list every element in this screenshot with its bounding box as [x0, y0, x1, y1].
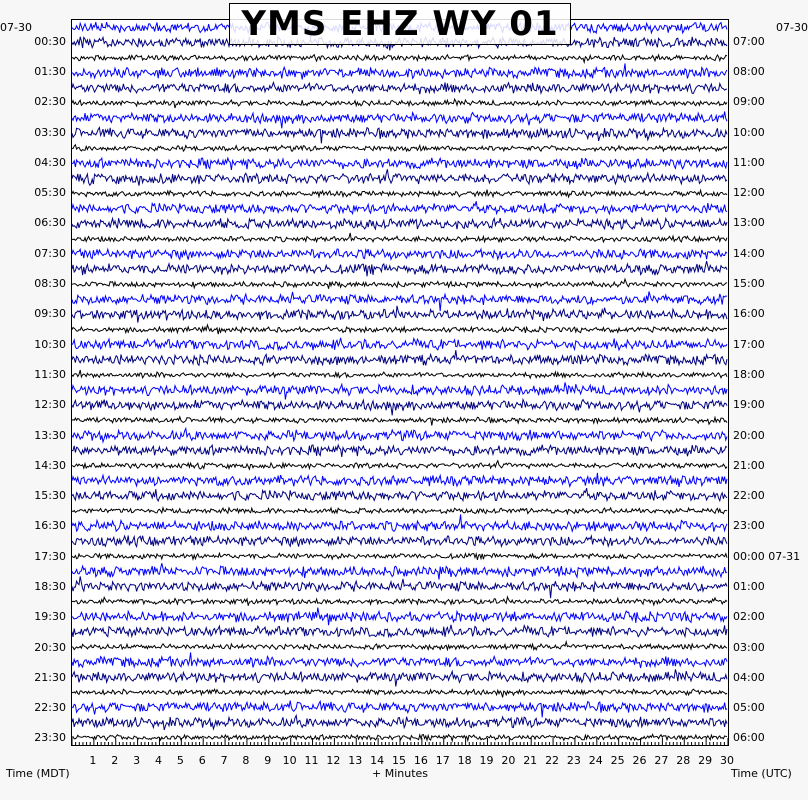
- left-date-label: 07-30: [0, 21, 32, 34]
- trace-line: [72, 642, 727, 650]
- right-hour-label: 09:00: [733, 95, 765, 109]
- right-hour-label: 21:00: [733, 458, 765, 472]
- trace-line: [72, 55, 727, 63]
- trace-line: [72, 169, 727, 185]
- x-tick-label: 13: [348, 754, 363, 767]
- trace-line: [72, 201, 727, 214]
- trace-line: [72, 370, 727, 378]
- left-hour-label: 22:30: [34, 701, 66, 715]
- x-tick-label: 25: [610, 754, 625, 767]
- trace-line: [72, 701, 727, 718]
- x-tick-label: 5: [176, 754, 184, 767]
- left-hour-label: 13:30: [34, 428, 66, 442]
- x-tick-label: 17: [435, 754, 450, 767]
- left-hour-label: 06:30: [34, 216, 66, 230]
- trace-line: [72, 218, 727, 229]
- trace-line: [72, 417, 727, 426]
- x-tick-label: 30: [720, 754, 734, 767]
- trace-line: [72, 112, 727, 129]
- x-tick-label: 15: [392, 754, 406, 767]
- left-hour-label: 11:30: [34, 367, 66, 381]
- right-hour-label: 17:00: [733, 337, 765, 351]
- x-tick-label: 18: [457, 754, 472, 767]
- right-hour-label: 23:00: [733, 519, 765, 533]
- right-hour-label: 06:00: [733, 731, 765, 745]
- right-hour-label: 15:00: [733, 277, 765, 291]
- right-hour-label: 12:00: [733, 186, 765, 200]
- right-hour-label: 10:00: [733, 125, 765, 139]
- left-hour-label: 15:30: [34, 489, 66, 503]
- trace-line: [72, 325, 727, 334]
- x-tick-label: 29: [698, 754, 713, 767]
- x-tick-label: 21: [523, 754, 538, 767]
- trace-line: [72, 488, 727, 501]
- x-tick-label: 2: [111, 754, 119, 767]
- trace-line: [72, 652, 727, 668]
- x-tick-label: 9: [264, 754, 272, 767]
- right-hour-label: 11:00: [733, 155, 765, 169]
- x-tick-label: 20: [501, 754, 516, 767]
- left-hour-label: 17:30: [34, 549, 66, 563]
- x-tick-label: 1: [89, 754, 97, 767]
- trace-line: [72, 608, 727, 626]
- x-tick-label: 4: [154, 754, 162, 767]
- x-tick-label: 12: [326, 754, 341, 767]
- trace-line: [72, 597, 727, 606]
- x-tick-label: 28: [676, 754, 691, 767]
- x-tick-label: 23: [566, 754, 581, 767]
- trace-line: [72, 99, 727, 108]
- right-hour-label: 03:00: [733, 640, 765, 654]
- right-hour-label: 00:00 07-31: [733, 549, 801, 563]
- left-hour-label: 18:30: [34, 579, 66, 593]
- x-tick-label: 24: [588, 754, 603, 767]
- x-axis-title: + Minutes: [372, 767, 429, 780]
- trace-line: [72, 338, 727, 350]
- left-hour-label: 21:30: [34, 670, 66, 684]
- left-hour-label: 14:30: [34, 458, 66, 472]
- trace-line: [72, 689, 727, 697]
- trace-line: [72, 400, 727, 416]
- trace-line: [72, 350, 727, 365]
- left-hour-label: 04:30: [34, 155, 66, 169]
- trace-line: [72, 233, 727, 242]
- trace-line: [72, 563, 727, 579]
- trace-line: [72, 128, 727, 144]
- right-hour-label: 01:00: [733, 579, 765, 593]
- right-date-top-label: 07-30: [776, 21, 808, 34]
- trace-line: [72, 292, 727, 312]
- left-hour-label: 10:30: [34, 337, 66, 351]
- trace-line: [72, 382, 727, 399]
- trace-line: [72, 306, 727, 323]
- trace-line: [72, 82, 727, 94]
- x-tick-label: 11: [304, 754, 319, 767]
- left-hour-label: 16:30: [34, 519, 66, 533]
- title-box: [229, 3, 571, 45]
- left-hour-label: 05:30: [34, 186, 66, 200]
- trace-line: [72, 576, 727, 598]
- right-hour-label: 22:00: [733, 489, 765, 503]
- right-hour-label: 19:00: [733, 398, 765, 412]
- right-hour-label: 05:00: [733, 701, 765, 715]
- x-tick-label: 26: [632, 754, 647, 767]
- left-axis-title: Time (MDT): [6, 767, 70, 780]
- trace-line: [72, 429, 727, 442]
- x-tick-label: 6: [198, 754, 206, 767]
- trace-line: [72, 716, 727, 731]
- trace-line: [72, 669, 727, 686]
- right-hour-label: 20:00: [733, 428, 765, 442]
- trace-line: [72, 445, 727, 457]
- left-hour-label: 23:30: [34, 731, 66, 745]
- x-tick-label: 10: [282, 754, 297, 767]
- left-hour-label: 01:30: [34, 65, 66, 78]
- x-tick-label: 14: [370, 754, 385, 767]
- right-hour-label: 08:00: [733, 65, 765, 78]
- left-hour-label: 08:30: [34, 277, 66, 291]
- right-hour-label: 16:00: [733, 307, 765, 321]
- trace-line: [72, 249, 727, 260]
- right-hour-label: 18:00: [733, 367, 765, 381]
- trace-line: [72, 514, 727, 531]
- x-tick-label: 27: [654, 754, 669, 767]
- right-axis-title: Time (UTC): [731, 767, 792, 780]
- helicorder-traces: [72, 20, 728, 745]
- x-tick-label: 8: [242, 754, 250, 767]
- x-tick-label: 7: [220, 754, 228, 767]
- left-hour-label: 00:30: [34, 34, 66, 48]
- x-tick-label: 16: [413, 754, 428, 767]
- x-tick-label: 22: [545, 754, 560, 767]
- x-tick-label: 3: [133, 754, 141, 767]
- right-hour-label: 02:00: [733, 610, 765, 624]
- trace-line: [72, 158, 727, 170]
- trace-line: [72, 536, 727, 547]
- right-hour-label: 14:00: [733, 246, 765, 260]
- trace-line: [72, 145, 727, 151]
- left-hour-label: 20:30: [34, 640, 66, 654]
- left-hour-label: 12:30: [34, 398, 66, 412]
- left-hour-label: 02:30: [34, 95, 66, 109]
- trace-line: [72, 625, 727, 637]
- left-hour-label: 09:30: [34, 307, 66, 321]
- trace-line: [72, 508, 727, 514]
- trace-line: [72, 461, 727, 470]
- trace-line: [72, 190, 727, 197]
- left-hour-label: 19:30: [34, 610, 66, 624]
- x-tick-label: 19: [479, 754, 494, 767]
- trace-line: [72, 261, 727, 276]
- right-hour-label: 13:00: [733, 216, 765, 230]
- left-hour-label: 07:30: [34, 246, 66, 260]
- trace-line: [72, 473, 727, 487]
- trace-line: [72, 553, 727, 560]
- trace-line: [72, 279, 727, 289]
- right-hour-label: 07:00: [733, 34, 765, 48]
- chart-title: YMS EHZ WY 01: [241, 4, 559, 44]
- left-hour-label: 03:30: [34, 125, 66, 139]
- trace-line: [72, 63, 727, 79]
- seismogram-plot: [71, 19, 729, 746]
- right-hour-label: 04:00: [733, 670, 765, 684]
